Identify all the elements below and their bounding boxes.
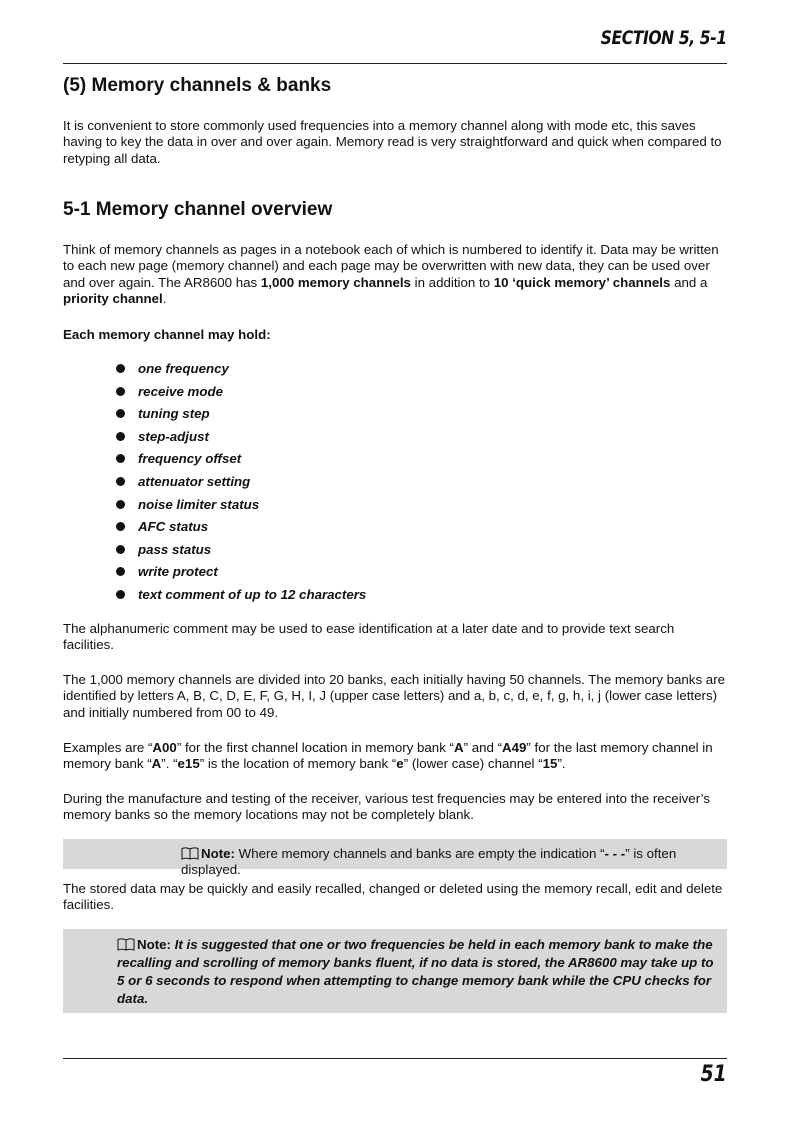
- bullet-icon: [116, 567, 125, 576]
- list-item: pass status: [115, 541, 366, 564]
- list-item: write protect: [115, 563, 366, 586]
- recall-paragraph: The stored data may be quickly and easily recalled, changed or deleted using the memory recall, edit and delete facilities.: [63, 881, 723, 913]
- section-header: SECTION 5, 5-1: [600, 27, 727, 49]
- bullet-icon: [116, 454, 125, 463]
- hold-label: Each memory channel may hold:: [63, 327, 271, 342]
- overview-bold-2: 10 ‘quick memory’ channels: [493, 274, 671, 290]
- bullet-icon: [116, 590, 125, 599]
- list-item: attenuator setting: [115, 473, 366, 496]
- book-icon: [181, 847, 199, 860]
- list-item: one frequency: [115, 360, 366, 383]
- list-item: receive mode: [115, 383, 366, 406]
- subsection-heading: 5-1 Memory channel overview: [63, 199, 333, 220]
- overview-text-3: and a: [670, 274, 708, 290]
- overview-text-2: in addition to: [410, 274, 494, 290]
- note-text: Note: Where memory channels and banks are empty the indication “- - -” is often displayed.: [181, 846, 677, 878]
- banks-paragraph: The 1,000 memory channels are divided into 20 banks, each initially having 50 channels. The memory banks are identified by letters A, B, C, D, E, F, G, H, I, J (upper case letters) and a, b, c, d, e, f, g, h, i, j (lower case letters) and initially numbered from 00 to 49.: [63, 672, 726, 720]
- overview-text-4: .: [162, 291, 167, 307]
- intro-paragraph: It is convenient to store commonly used frequencies into a memory channel along with mode etc, this saves having to key the data in over and over again. Memory read is very straightforward and quick when compared to retyping all data.: [63, 118, 722, 166]
- overview-text-1: Think of memory channels as pages in a notebook each of which is numbered to identify it. Data may be written to each new page (memory channel) and each page may be overwritten with new data, they can be used over and over again. The AR8600 has: [63, 242, 719, 290]
- list-item: tuning step: [115, 405, 366, 428]
- list-item: step-adjust: [115, 428, 366, 451]
- note-box-suggestion: [63, 929, 727, 1013]
- list-item: frequency offset: [115, 450, 366, 473]
- bullet-icon: [116, 432, 125, 441]
- hold-list: [115, 360, 366, 609]
- manufacture-paragraph: During the manufacture and testing of the receiver, various test frequencies may be entered into the receiver’s memory banks so the memory locations may not be completely blank.: [63, 791, 710, 823]
- bullet-icon: [116, 477, 125, 486]
- bullet-icon: [116, 545, 125, 554]
- bullet-icon: [116, 500, 125, 509]
- note-box-empty-indication: [63, 839, 727, 878]
- page-number: 51: [700, 1062, 727, 1087]
- list-item: noise limiter status: [115, 496, 366, 519]
- examples-paragraph: Examples are “A00” for the first channel location in memory bank “A” and “A49” for the last memory channel in memory bank “A”. “e15” is the location of memory bank “e” (lower case) channel “15”.: [63, 740, 713, 772]
- bullet-icon: [116, 522, 125, 531]
- bullet-icon: [116, 364, 125, 373]
- overview-bold-3: priority channel: [63, 291, 163, 307]
- overview-bold-1: 1,000 memory channels: [260, 274, 411, 290]
- list-item: text comment of up to 12 characters: [115, 586, 366, 609]
- book-icon: [117, 938, 135, 951]
- list-item: AFC status: [115, 518, 366, 541]
- alphanumeric-paragraph: The alphanumeric comment may be used to ease identification at a later date and to provide text search facilities.: [63, 621, 675, 653]
- header-rule: [63, 63, 727, 64]
- section-heading: (5) Memory channels & banks: [63, 75, 332, 96]
- bullet-icon: [116, 409, 125, 418]
- bullet-icon: [116, 387, 125, 396]
- footer-rule: [63, 1058, 727, 1059]
- overview-paragraph: [63, 242, 727, 308]
- note-text: Note: It is suggested that one or two frequencies be held in each memory bank to make the recalling and scrolling of memory banks fluent, if no data is stored, the AR8600 may take up to 5 or 6 seconds to respond when attempting to change memory bank while the CPU checks for data.: [117, 937, 714, 1006]
